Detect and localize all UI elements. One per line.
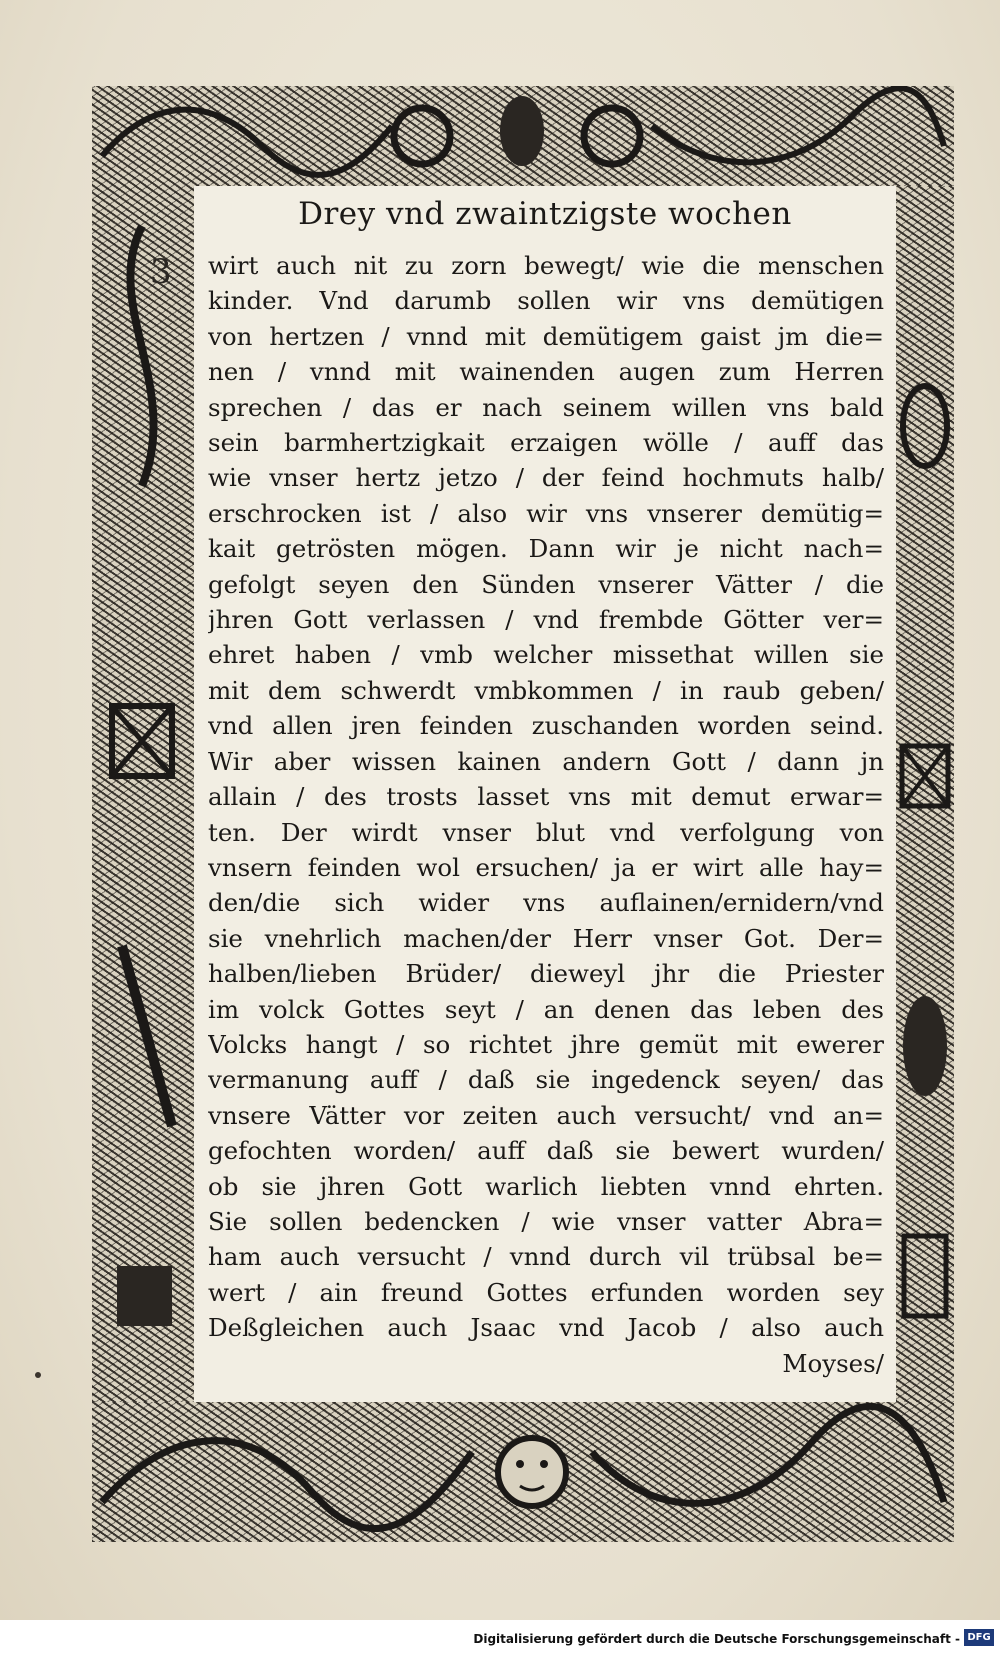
text-line: sie vnehrlich machen/der Herr vnser Got. Der= (208, 923, 884, 953)
text-line: gefochten worden/ auff daß sie bewert wurden/ (208, 1136, 884, 1166)
text-line: ob sie jhren Gott warlich liebten vnnd ehrten. (208, 1171, 884, 1201)
dfg-logo-icon: DFG (964, 1629, 994, 1646)
text-line: kinder. Vnd darumb sollen wir vns demütigen (208, 286, 884, 316)
text-line: Wir aber wissen kainen andern Gott / dann jn (208, 746, 884, 776)
text-line: wert / ain freund Gottes erfunden worden sey (208, 1277, 884, 1307)
text-line: Volcks hangt / so richtet jhre gemüt mit ewerer (208, 1029, 884, 1059)
woodcut-border-top-ornament-icon (92, 86, 954, 186)
text-line: Sie sollen bedencken / wie vnser vatter Abra= (208, 1206, 884, 1236)
text-line: allain / des trosts lasset vns mit demut erwar= (208, 782, 884, 812)
page-heading: Drey vnd zwaintzigste wochen (298, 196, 792, 232)
text-line: kait getrösten mögen. Dann wir je nicht nach= (208, 534, 884, 564)
text-line: wie vnser hertz jetzo / der feind hochmuts halb/ (208, 463, 884, 493)
text-line: wirt auch nit zu zorn bewegt/ wie die menschen (208, 251, 884, 280)
text-line: ten. Der wirdt vnser blut vnd verfolgung von (208, 817, 884, 847)
woodcut-border-left-ornament-icon (92, 186, 194, 1402)
text-line: den/die sich wider vns auflainen/ernidern/vnd (208, 888, 884, 918)
body-text (208, 248, 884, 1381)
text-line: Moyses/ (782, 1348, 884, 1378)
marginal-mark: 3 (150, 252, 172, 292)
text-line: nen / vnnd mit wainenden augen zum Herren (208, 357, 884, 387)
text-line: vermanung auff / daß sie ingedenck seyen/ das (208, 1065, 884, 1095)
text-line: Deßgleichen auch Jsaac vnd Jacob / also auch (208, 1313, 884, 1343)
text-line: vnsern feinden wol ersuchen/ ja er wirt alle hay= (208, 852, 884, 882)
woodcut-border-right-ornament-icon (896, 186, 954, 1402)
text-line: halben/lieben Brüder/ dieweyl jhr die Priester (208, 959, 884, 989)
text-line: von hertzen / vnnd mit demütigem gaist jm die= (208, 321, 884, 351)
text-line: im volck Gottes seyt / an denen das leben des (208, 994, 884, 1024)
text-line: gefolgt seyen den Sünden vnserer Vätter / die (208, 569, 884, 599)
woodcut-border-bottom-ornament-icon (92, 1402, 954, 1542)
footer-bar (0, 1620, 1000, 1655)
text-line: sprechen / das er nach seinem willen vns bald (208, 392, 884, 422)
text-line: sein barmhertzigkait erzaigen wölle / auff das (208, 428, 884, 458)
text-line: jhren Gott verlassen / vnd frembde Götter ver= (208, 605, 884, 635)
text-line: ehret haben / vmb welcher missethat willen sie (208, 640, 884, 670)
ink-dot (35, 1372, 41, 1378)
text-line: vnd allen jren feinden zuschanden worden seind. (208, 711, 884, 741)
text-block (194, 186, 896, 1402)
text-line: mit dem schwerdt vmbkommen / in raub geben/ (208, 675, 884, 705)
footer-credit: Digitalisierung gefördert durch die Deutsche Forschungsgemeinschaft - (473, 1632, 960, 1646)
text-line: erschrocken ist / also wir vns vnserer demütig= (208, 498, 884, 528)
text-line: ham auch versucht / vnnd durch vil trübsal be= (208, 1242, 884, 1272)
text-line: vnsere Vätter vor zeiten auch versucht/ vnd an= (208, 1100, 884, 1130)
